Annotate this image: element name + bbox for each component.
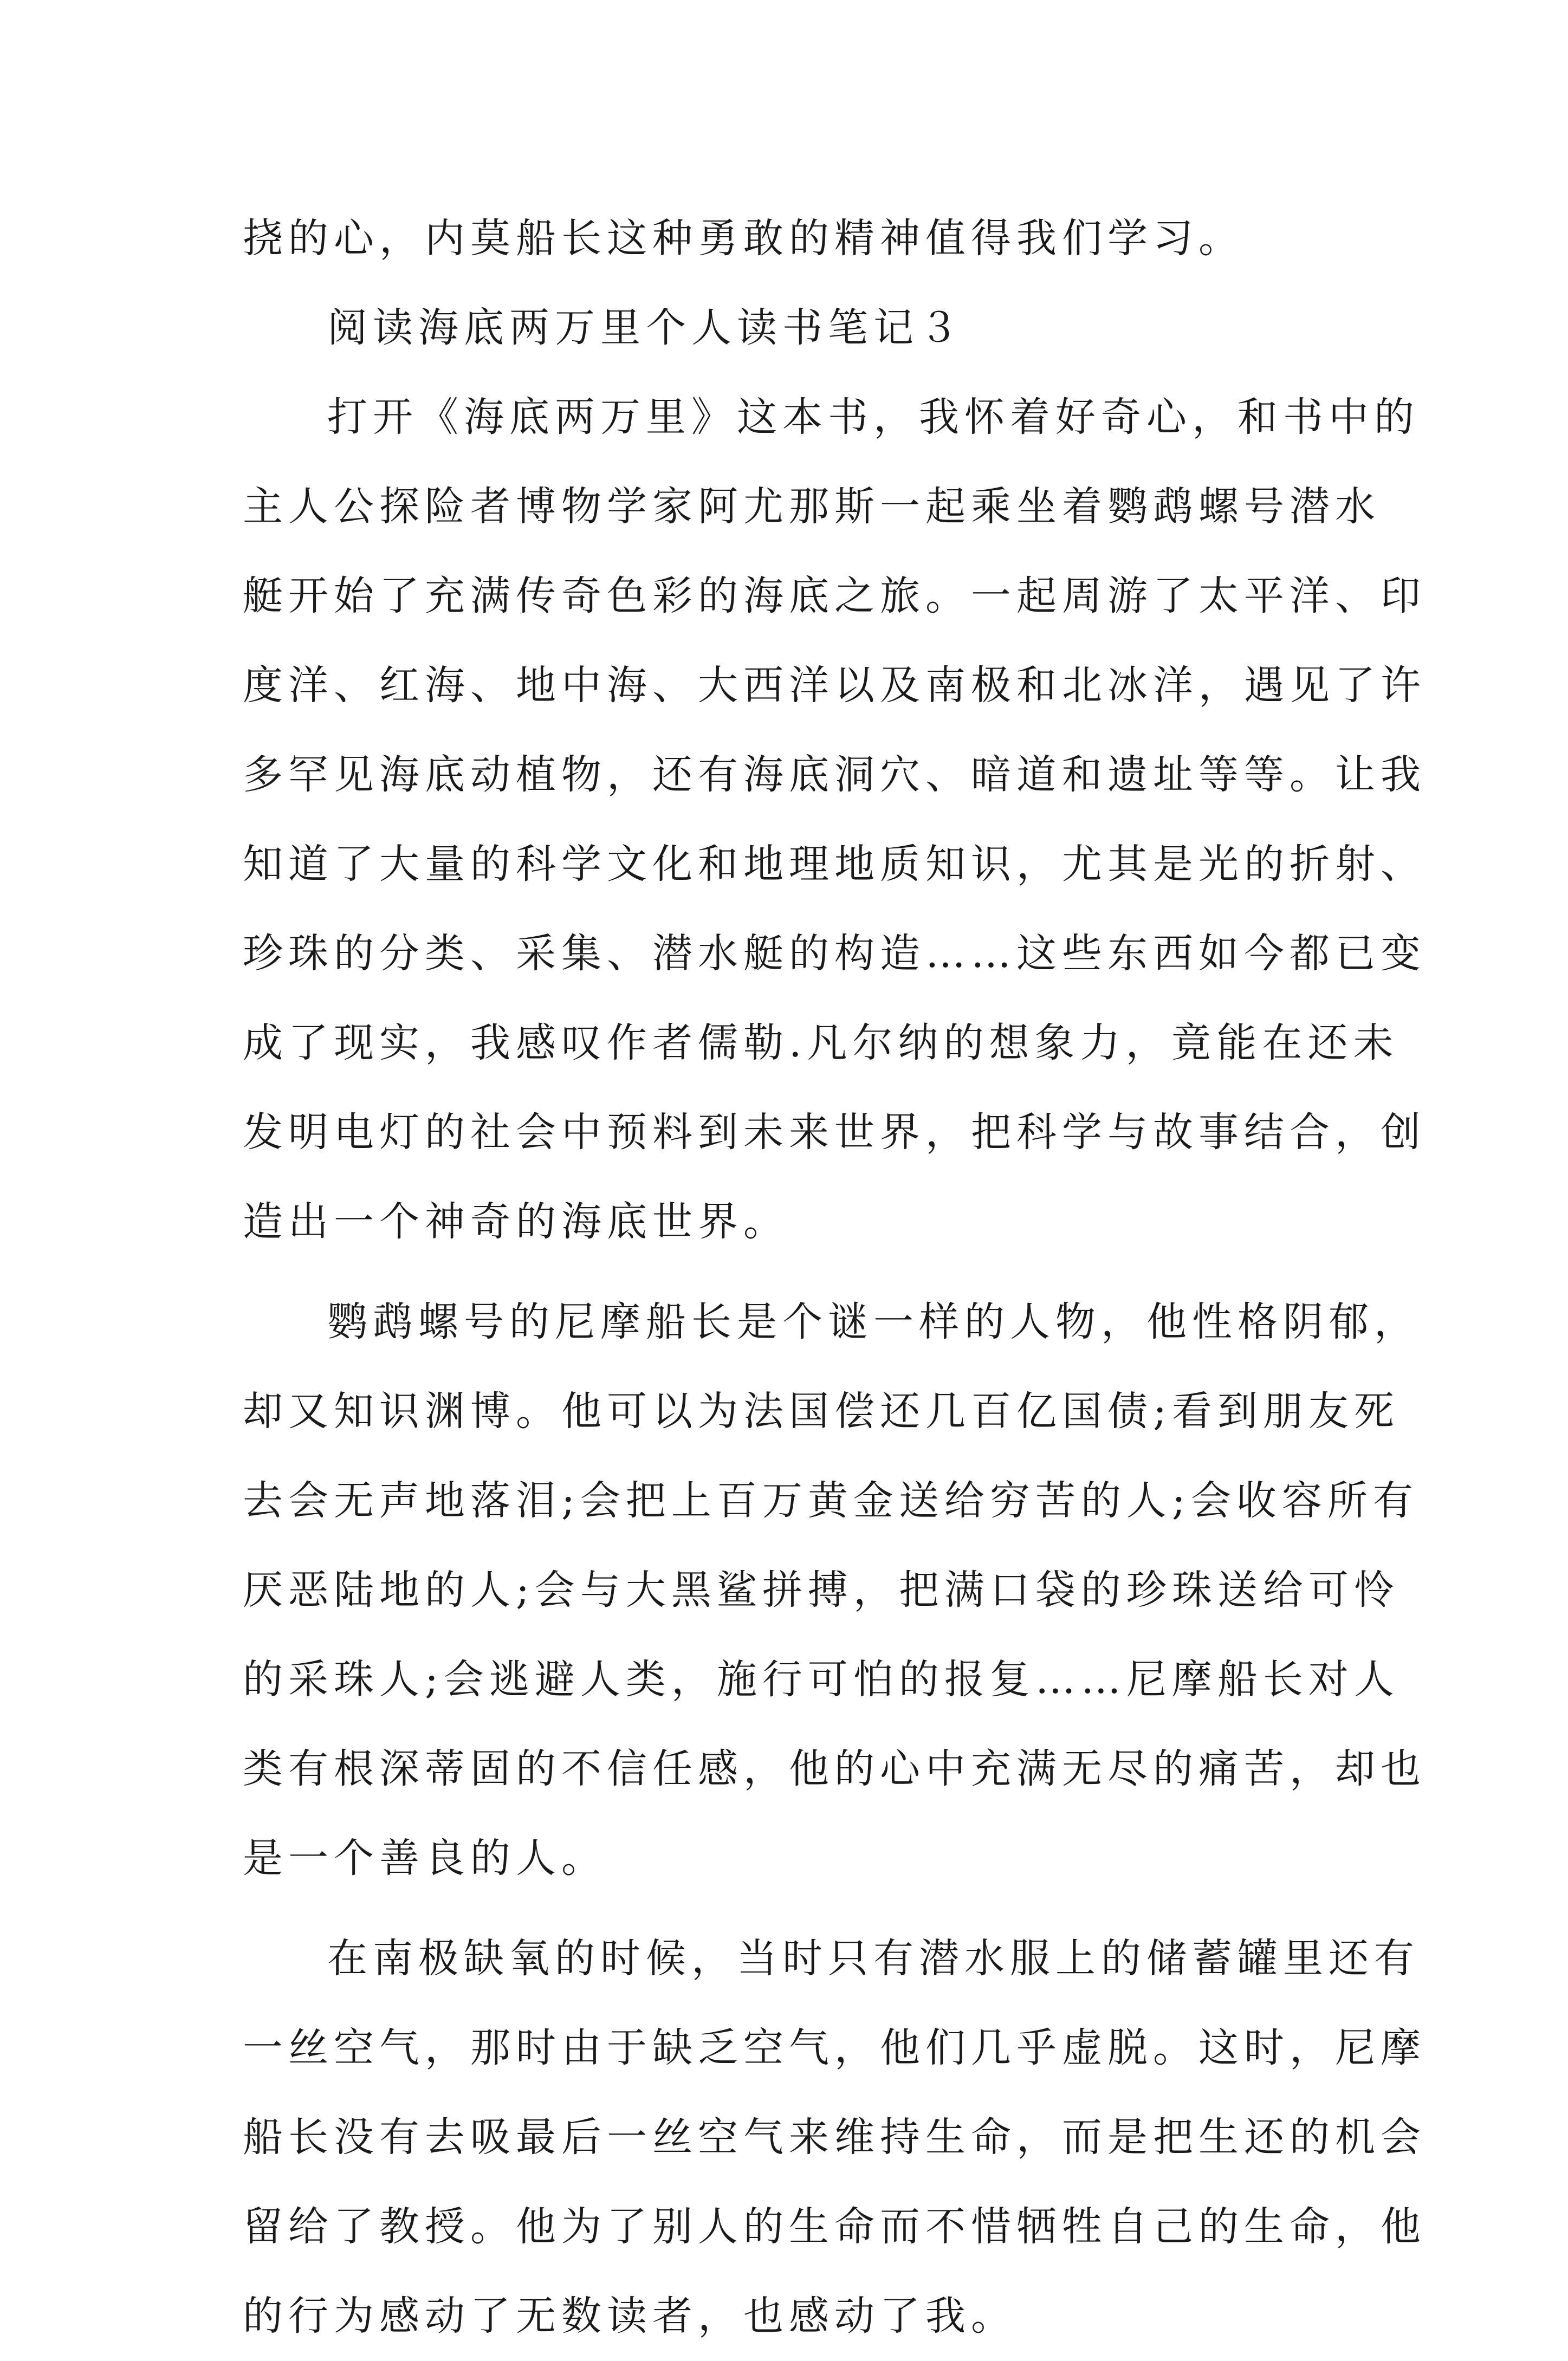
- section-heading: 阅读海底两万里个人读书笔记３: [327, 304, 964, 351]
- paragraph-line: 知道了大量的科学文化和地理地质知识，尤其是光的折射、: [243, 841, 1426, 887]
- paragraph-line: 的采珠人;会逃避人类，施行可怕的报复……尼摩船长对人: [243, 1656, 1399, 1703]
- paragraph-line: 却又知识渊博。他可以为法国偿还几百亿国债;看到朋友死: [243, 1388, 1399, 1435]
- paragraph-line: 度洋、红海、地中海、大西洋以及南极和北冰洋，遇见了许: [243, 662, 1426, 709]
- paragraph-line: 珍珠的分类、采集、潜水艇的构造……这些东西如今都已变: [243, 930, 1426, 977]
- paragraph-line: 去会无声地落泪;会把上百万黄金送给穷苦的人;会收容所有: [243, 1477, 1418, 1524]
- paragraph-line: 多罕见海底动植物，还有海底洞穴、暗道和遗址等等。让我: [243, 751, 1426, 798]
- paragraph-line: 留给了教授。他为了别人的生命而不惜牺牲自己的生命，他: [243, 2203, 1426, 2250]
- paragraph-line: 厌恶陆地的人;会与大黑鲨拼搏，把满口袋的珍珠送给可怜: [243, 1567, 1399, 1613]
- paragraph-line: 艇开始了充满传奇色彩的海底之旅。一起周游了太平洋、印: [243, 573, 1426, 619]
- paragraph-line: 鹦鹉螺号的尼摩船长是个谜一样的人物，他性格阴郁，: [327, 1299, 1420, 1345]
- paragraph-3: [243, 1914, 1426, 2361]
- paragraph-1: [243, 373, 1426, 1267]
- paragraph-line: 主人公探险者博物学家阿尤那斯一起乘坐着鹦鹉螺号潜水: [243, 483, 1381, 530]
- paragraph-line: 类有根深蒂固的不信任感，他的心中充满无尽的痛苦，却也: [243, 1746, 1426, 1792]
- paragraph-2: [243, 1277, 1426, 1903]
- document-body: [243, 194, 1426, 2361]
- paragraph-line: 一丝空气，那时由于缺乏空气，他们几乎虚脱。这时，尼摩: [243, 2025, 1426, 2071]
- paragraph-line: 发明电灯的社会中预料到未来世界，把科学与故事结合，创: [243, 1109, 1426, 1156]
- paragraph-line: 在南极缺氧的时候，当时只有潜水服上的储蓄罐里还有: [327, 1935, 1420, 1982]
- paragraph-line: 船长没有去吸最后一丝空气来维持生命，而是把生还的机会: [243, 2114, 1426, 2161]
- paragraph-line: 打开《海底两万里》这本书，我怀着好奇心，和书中的: [327, 394, 1420, 440]
- continuation-line: 挠的心，内莫船长这种勇敢的精神值得我们学习。: [243, 215, 1244, 262]
- paragraph-line: 是一个善良的人。: [243, 1835, 607, 1882]
- paragraph-line: 造出一个神奇的海底世界。: [243, 1198, 789, 1245]
- paragraph-line: 的行为感动了无数读者，也感动了我。: [243, 2293, 1016, 2339]
- paragraph-line: 成了现实，我感叹作者儒勒.凡尔纳的想象力，竟能在还未: [243, 1020, 1399, 1066]
